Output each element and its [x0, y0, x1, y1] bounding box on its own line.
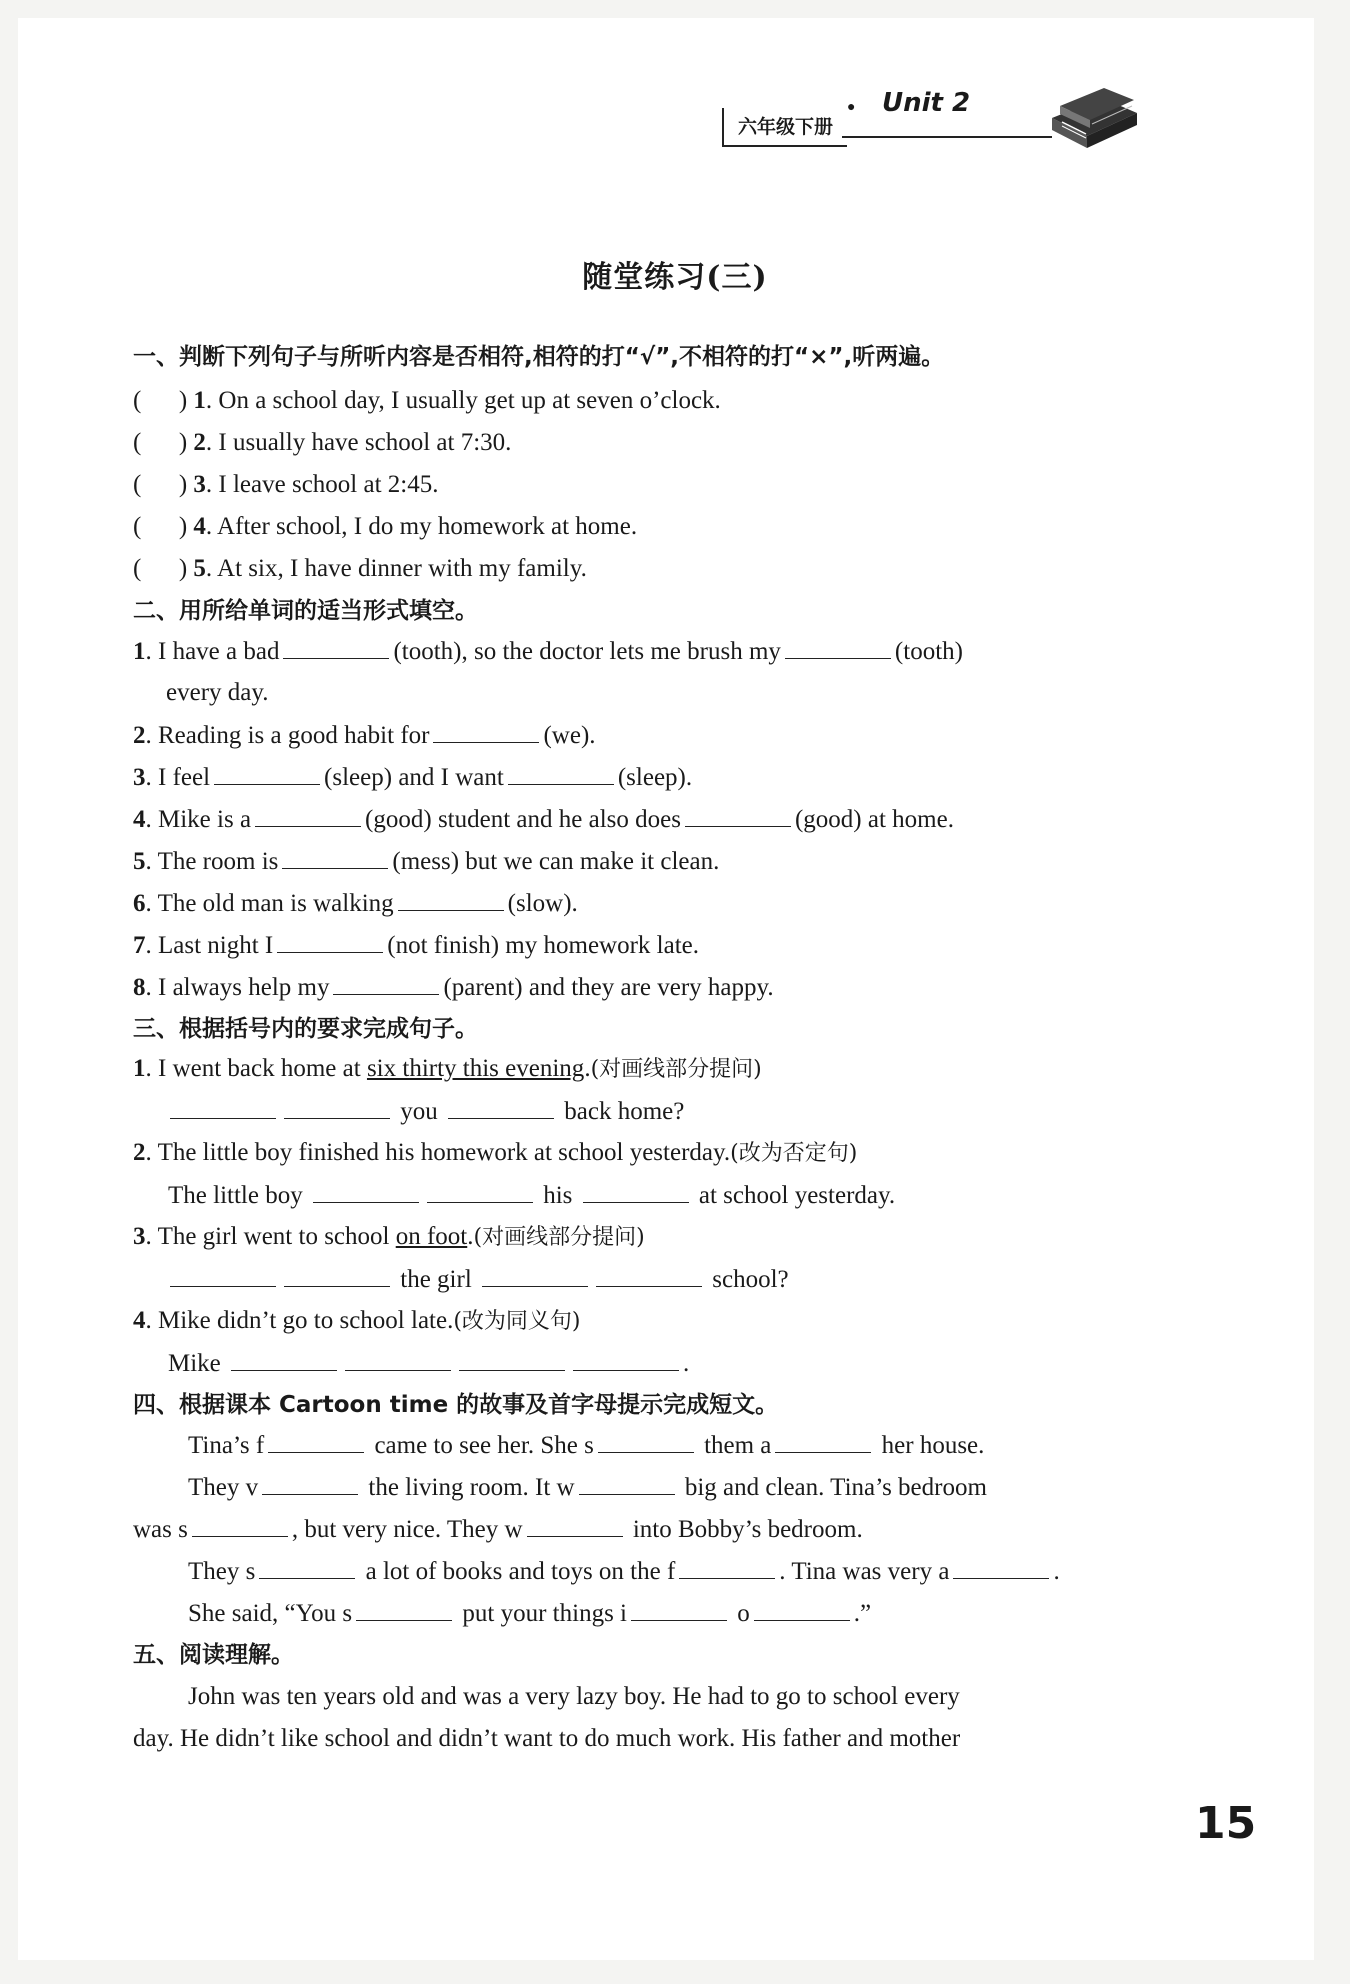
answer-blank[interactable] — [579, 1472, 675, 1495]
books-icon — [1042, 78, 1142, 153]
answer-blank[interactable] — [754, 1598, 850, 1621]
answer-blank[interactable] — [508, 762, 614, 785]
underlined-phrase: on foot — [395, 1223, 468, 1250]
answer-blank[interactable] — [598, 1430, 694, 1453]
instruction-note: (改为否定句) — [730, 1141, 858, 1166]
judge-item: ( ) 3. I leave school at 2:45. — [133, 471, 439, 498]
item-text: After school, I do my homework at home. — [217, 513, 638, 540]
part2-heading: 二、用所给单词的适当形式填空。 — [133, 598, 478, 624]
answer-blank[interactable] — [427, 1180, 533, 1203]
answer-blank[interactable] — [282, 846, 388, 869]
answer-blank[interactable] — [596, 1264, 702, 1287]
header-dot: ● — [847, 100, 856, 115]
cloze-line: She said, “You s put your things i o .” — [188, 1600, 872, 1627]
answer-blank[interactable] — [313, 1180, 419, 1203]
part4-heading: 四、根据课本 Cartoon time 的故事及首字母提示完成短文。 — [133, 1392, 779, 1418]
answer-blank[interactable] — [527, 1514, 623, 1537]
answer-blank[interactable] — [398, 888, 504, 911]
answer-blank[interactable] — [679, 1556, 775, 1579]
answer-blank[interactable] — [775, 1430, 871, 1453]
cloze-line: They s a lot of books and toys on the f . Tina was very a . — [188, 1558, 1060, 1585]
underlined-phrase: six thirty this evening — [366, 1055, 585, 1082]
item-text: On a school day, I usually get up at seven o’clock. — [218, 387, 721, 414]
answer-blank[interactable] — [433, 720, 539, 743]
answer-blank[interactable] — [262, 1472, 358, 1495]
fill-item: 8. I always help my (parent) and they are very happy. — [133, 974, 774, 1001]
item-text: At six, I have dinner with my family. — [217, 555, 587, 582]
answer-blank[interactable] — [685, 804, 791, 827]
rewrite-item: 3. The girl went to school on foot.(对画线部分提问) — [133, 1223, 645, 1250]
part5-heading: 五、阅读理解。 — [133, 1642, 294, 1668]
judge-item: ( ) 4. After school, I do my homework at home. — [133, 513, 638, 540]
answer-blank[interactable] — [231, 1348, 337, 1371]
answer-blank[interactable] — [448, 1096, 554, 1119]
fill-item: 1. I have a bad (tooth), so the doctor lets me brush my (tooth) — [133, 638, 963, 665]
instruction-note: (对画线部分提问) — [590, 1057, 762, 1082]
unit-label: Unit 2 — [882, 88, 971, 118]
fill-item: 4. Mike is a (good) student and he also does (good) at home. — [133, 806, 954, 833]
grade-label: 六年级下册 — [722, 108, 847, 147]
answer-blank[interactable] — [192, 1514, 288, 1537]
answer-line: The little boy his at school yesterday. — [168, 1182, 896, 1209]
part3-heading: 三、根据括号内的要求完成句子。 — [133, 1016, 478, 1042]
item-text: I usually have school at 7:30. — [218, 429, 512, 456]
page-title: 随堂练习(三) — [582, 260, 768, 295]
answer-blank[interactable] — [345, 1348, 451, 1371]
item-number: 3 — [193, 471, 206, 498]
rewrite-item: 4. Mike didn’t go to school late.(改为同义句) — [133, 1307, 581, 1334]
answer-blank[interactable] — [482, 1264, 588, 1287]
fill-item: 7. Last night I (not finish) my homework late. — [133, 932, 700, 959]
answer-blank[interactable] — [785, 636, 891, 659]
judge-item: ( ) 2. I usually have school at 7:30. — [133, 429, 512, 456]
answer-blank[interactable] — [459, 1348, 565, 1371]
fill-item: 5. The room is (mess) but we can make it clean. — [133, 848, 720, 875]
page-header — [722, 78, 1142, 158]
answer-blank[interactable] — [255, 804, 361, 827]
item-number: 4 — [193, 513, 206, 540]
cloze-line: Tina’s f came to see her. She s them a her house. — [188, 1432, 985, 1459]
answer-blank[interactable] — [631, 1598, 727, 1621]
answer-blank[interactable] — [953, 1556, 1049, 1579]
answer-blank[interactable] — [259, 1556, 355, 1579]
fill-item: 6. The old man is walking (slow). — [133, 890, 578, 917]
fill-item: 3. I feel (sleep) and I want (sleep). — [133, 764, 693, 791]
rewrite-item: 2. The little boy finished his homework at school yesterday.(改为否定句) — [133, 1139, 858, 1166]
item-number: 1 — [193, 387, 206, 414]
answer-blank[interactable] — [170, 1096, 276, 1119]
cloze-line: They v the living room. It w big and clean. Tina’s bedroom — [188, 1474, 987, 1501]
reading-paragraph-line: day. He didn’t like school and didn’t want to do much work. His father and mother — [133, 1725, 961, 1752]
answer-blank[interactable] — [573, 1348, 679, 1371]
page-number: 15 — [1195, 1798, 1257, 1849]
item-number: 5 — [193, 555, 206, 582]
answer-line: the girl school? — [166, 1264, 789, 1295]
reading-paragraph-line: John was ten years old and was a very lazy boy. He had to go to school every — [188, 1683, 960, 1710]
answer-blank[interactable] — [268, 1430, 364, 1453]
answer-blank[interactable] — [356, 1598, 452, 1621]
cloze-line: was s , but very nice. They w into Bobby’s bedroom. — [133, 1516, 863, 1543]
answer-blank[interactable] — [283, 636, 389, 659]
fill-item-cont: every day. — [166, 679, 269, 706]
answer-blank[interactable] — [214, 762, 320, 785]
part1-heading: 一、判断下列句子与所听内容是否相符,相符的打“√”,不相符的打“×”,听两遍。 — [133, 344, 945, 370]
answer-line: you back home? — [166, 1096, 684, 1127]
answer-blank[interactable] — [333, 972, 439, 995]
fill-item: 2. Reading is a good habit for (we). — [133, 722, 596, 749]
answer-blank[interactable] — [284, 1264, 390, 1287]
instruction-note: (改为同义句) — [453, 1309, 581, 1334]
answer-line: Mike . — [168, 1350, 690, 1377]
item-text: I leave school at 2:45. — [218, 471, 439, 498]
answer-blank[interactable] — [170, 1264, 276, 1287]
instruction-note: (对画线部分提问) — [473, 1225, 645, 1250]
judge-item: ( ) 5. At six, I have dinner with my family. — [133, 555, 587, 582]
answer-blank[interactable] — [277, 930, 383, 953]
rewrite-item: 1. I went back home at six thirty this evening.(对画线部分提问) — [133, 1055, 762, 1082]
judge-item: ( ) 1. On a school day, I usually get up at seven o’clock. — [133, 387, 721, 414]
answer-blank[interactable] — [284, 1096, 390, 1119]
answer-blank[interactable] — [583, 1180, 689, 1203]
header-rule — [842, 136, 1052, 138]
item-number: 2 — [193, 429, 206, 456]
